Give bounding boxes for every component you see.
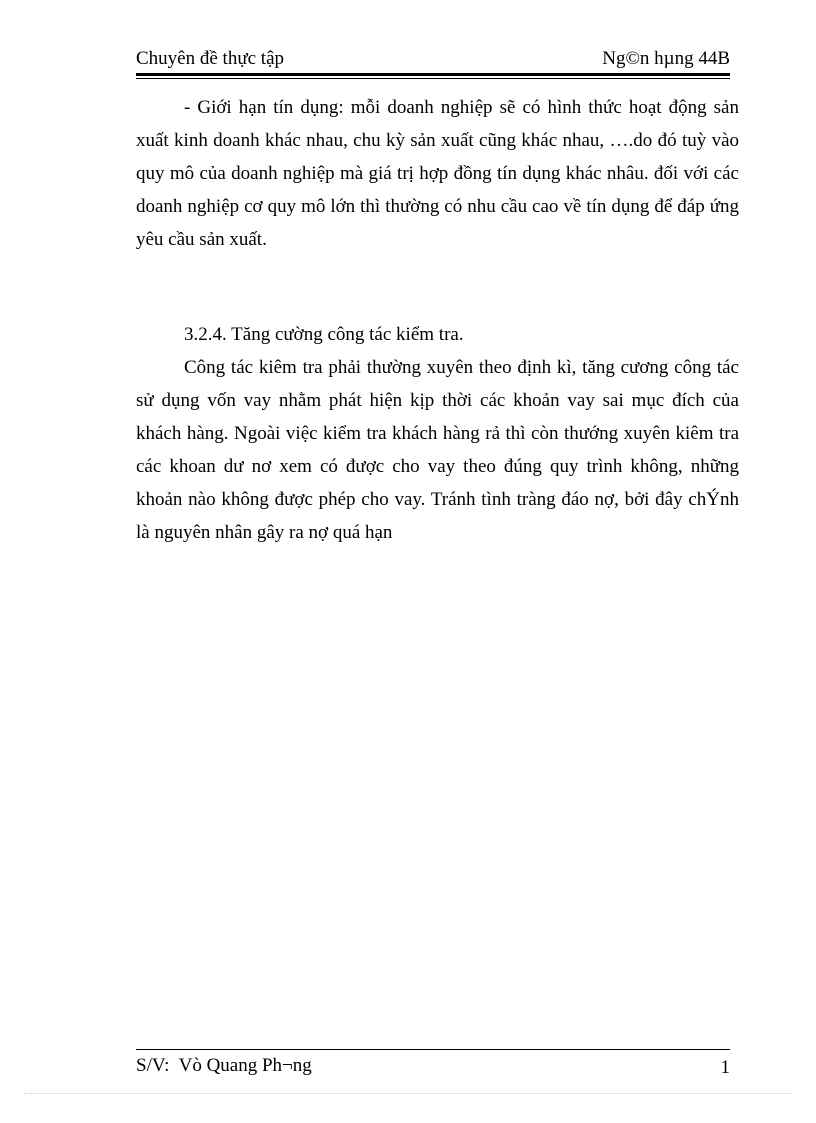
header-divider-thin [136, 78, 730, 79]
header-title: Chuyên đề thực tập [136, 48, 285, 69]
page-bottom-border [24, 1093, 792, 1094]
paragraph-inspection: Công tác kiêm tra phải thường xuyên theo định kì, tăng cương công tác sử dụng vốn vay nhằm phát hiện kịp thời các khoản vay sai mục đích của khách hàng. Ngoài việc kiểm tra khách hàng rả thì còn thướng xuyên kiêm tra các khoan dư nơ xem có được cho vay theo đúng quy trình không, những khoản nào không được phép cho vay. Tránh tình tràng đáo nợ, bởi đây chÝnh là nguyên nhân gây ra nợ quá hạn [136, 357, 739, 543]
footer-student-name: S/V: Vò Quang Ph¬ng [136, 1055, 312, 1076]
page-header [136, 48, 730, 74]
paragraph-credit-limit: - Giới hạn tín dụng: mỗi doanh nghiệp sẽ có hình thức hoạt động sản xuất kinh doanh khác nhau, chu kỳ sản xuất cũng khác nhau, ….do đó tuỳ vào quy mô của doanh nghiệp mà giá trị hợp đồng tín dụng khác nhâu. đối với các doanh nghiệp cơ quy mô lớn thì thường có nhu cầu cao về tín dụng để đáp ứng yêu cầu sản xuất. [136, 97, 739, 250]
footer-divider [136, 1049, 730, 1050]
header-class: Ng©n hµng 44B [602, 48, 730, 69]
section-heading: 3.2.4. Tăng cường công tác kiểm tra. [184, 324, 464, 345]
header-divider-thick [136, 73, 730, 76]
document-body [136, 91, 739, 549]
page-number: 1 [720, 1057, 730, 1078]
